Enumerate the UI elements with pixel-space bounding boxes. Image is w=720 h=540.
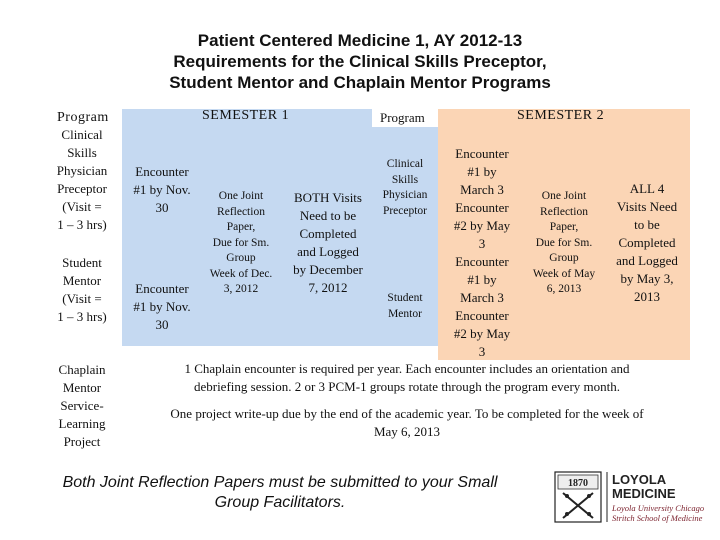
s1-clinical-encounter: Encounter #1 by Nov. 30 — [133, 164, 191, 215]
semester2-header: SEMESTER 2 — [517, 108, 605, 123]
s2-encounters: Encounter #1 by March 3 Encounter #2 by May 3 Encounter #1 by March 3 Encounter #2 by May 3 — [453, 146, 511, 359]
s1-joint-reflection: One Joint Reflection Paper, Due for Sm. Group Week of Dec. 3, 2012 — [209, 190, 273, 295]
mid-label-student: Student Mentor — [387, 292, 423, 320]
svg-text:1870: 1870 — [568, 478, 588, 489]
program-header: Program — [57, 110, 109, 125]
s1-both-visits: BOTH Visits Need to be Completed and Logged by December 7, 2012 — [293, 190, 363, 295]
row-label-clinical: Clinical Skills Physician Preceptor (Visit = 1 – 3 hrs) — [56, 127, 108, 232]
semester1-header: SEMESTER 1 — [202, 108, 290, 123]
mid-label-clinical: Clinical Skills Physician Preceptor — [382, 158, 428, 217]
loyola-medicine-logo — [553, 466, 713, 528]
page-title — [0, 30, 720, 93]
s1-student-encounter: Encounter #1 by Nov. 30 — [133, 281, 191, 332]
program-header-mid: Program — [380, 110, 425, 125]
row-label-chaplain: Chaplain Mentor — [58, 362, 106, 395]
svg-text:LOYOLA: LOYOLA — [612, 472, 667, 487]
title-line-3: Student Mentor and Chaplain Mentor Programs — [169, 73, 551, 92]
footer-note: Both Joint Reflection Papers must be submitted to your Small Group Facilitators. — [62, 474, 498, 511]
service-requirement: One project write-up due by the end of the academic year. To be completed for the week of May 6, 2013 — [170, 406, 644, 439]
s2-joint-reflection: One Joint Reflection Paper, Due for Sm. Group Week of May 6, 2013 — [532, 190, 596, 295]
svg-text:MEDICINE: MEDICINE — [612, 486, 676, 501]
svg-text:Stritch School of Medicine: Stritch School of Medicine — [612, 513, 703, 523]
row-label-service: Service- Learning Project — [58, 398, 106, 449]
s2-all-visits: ALL 4 Visits Need to be Completed and Logged by May 3, 2013 — [616, 181, 678, 304]
title-line-2: Requirements for the Clinical Skills Preceptor, — [173, 52, 547, 71]
row-label-student: Student Mentor (Visit = 1 – 3 hrs) — [57, 255, 107, 324]
svg-text:Loyola University Chicago: Loyola University Chicago — [612, 503, 705, 513]
loyola-shield-icon — [553, 466, 713, 528]
title-line-1: Patient Centered Medicine 1, AY 2012-13 — [197, 31, 523, 50]
chaplain-requirement: 1 Chaplain encounter is required per year. Each encounter includes an orientation and debriefing session. 2 or 3 PCM-1 groups rotate through the program every month. — [184, 361, 630, 394]
